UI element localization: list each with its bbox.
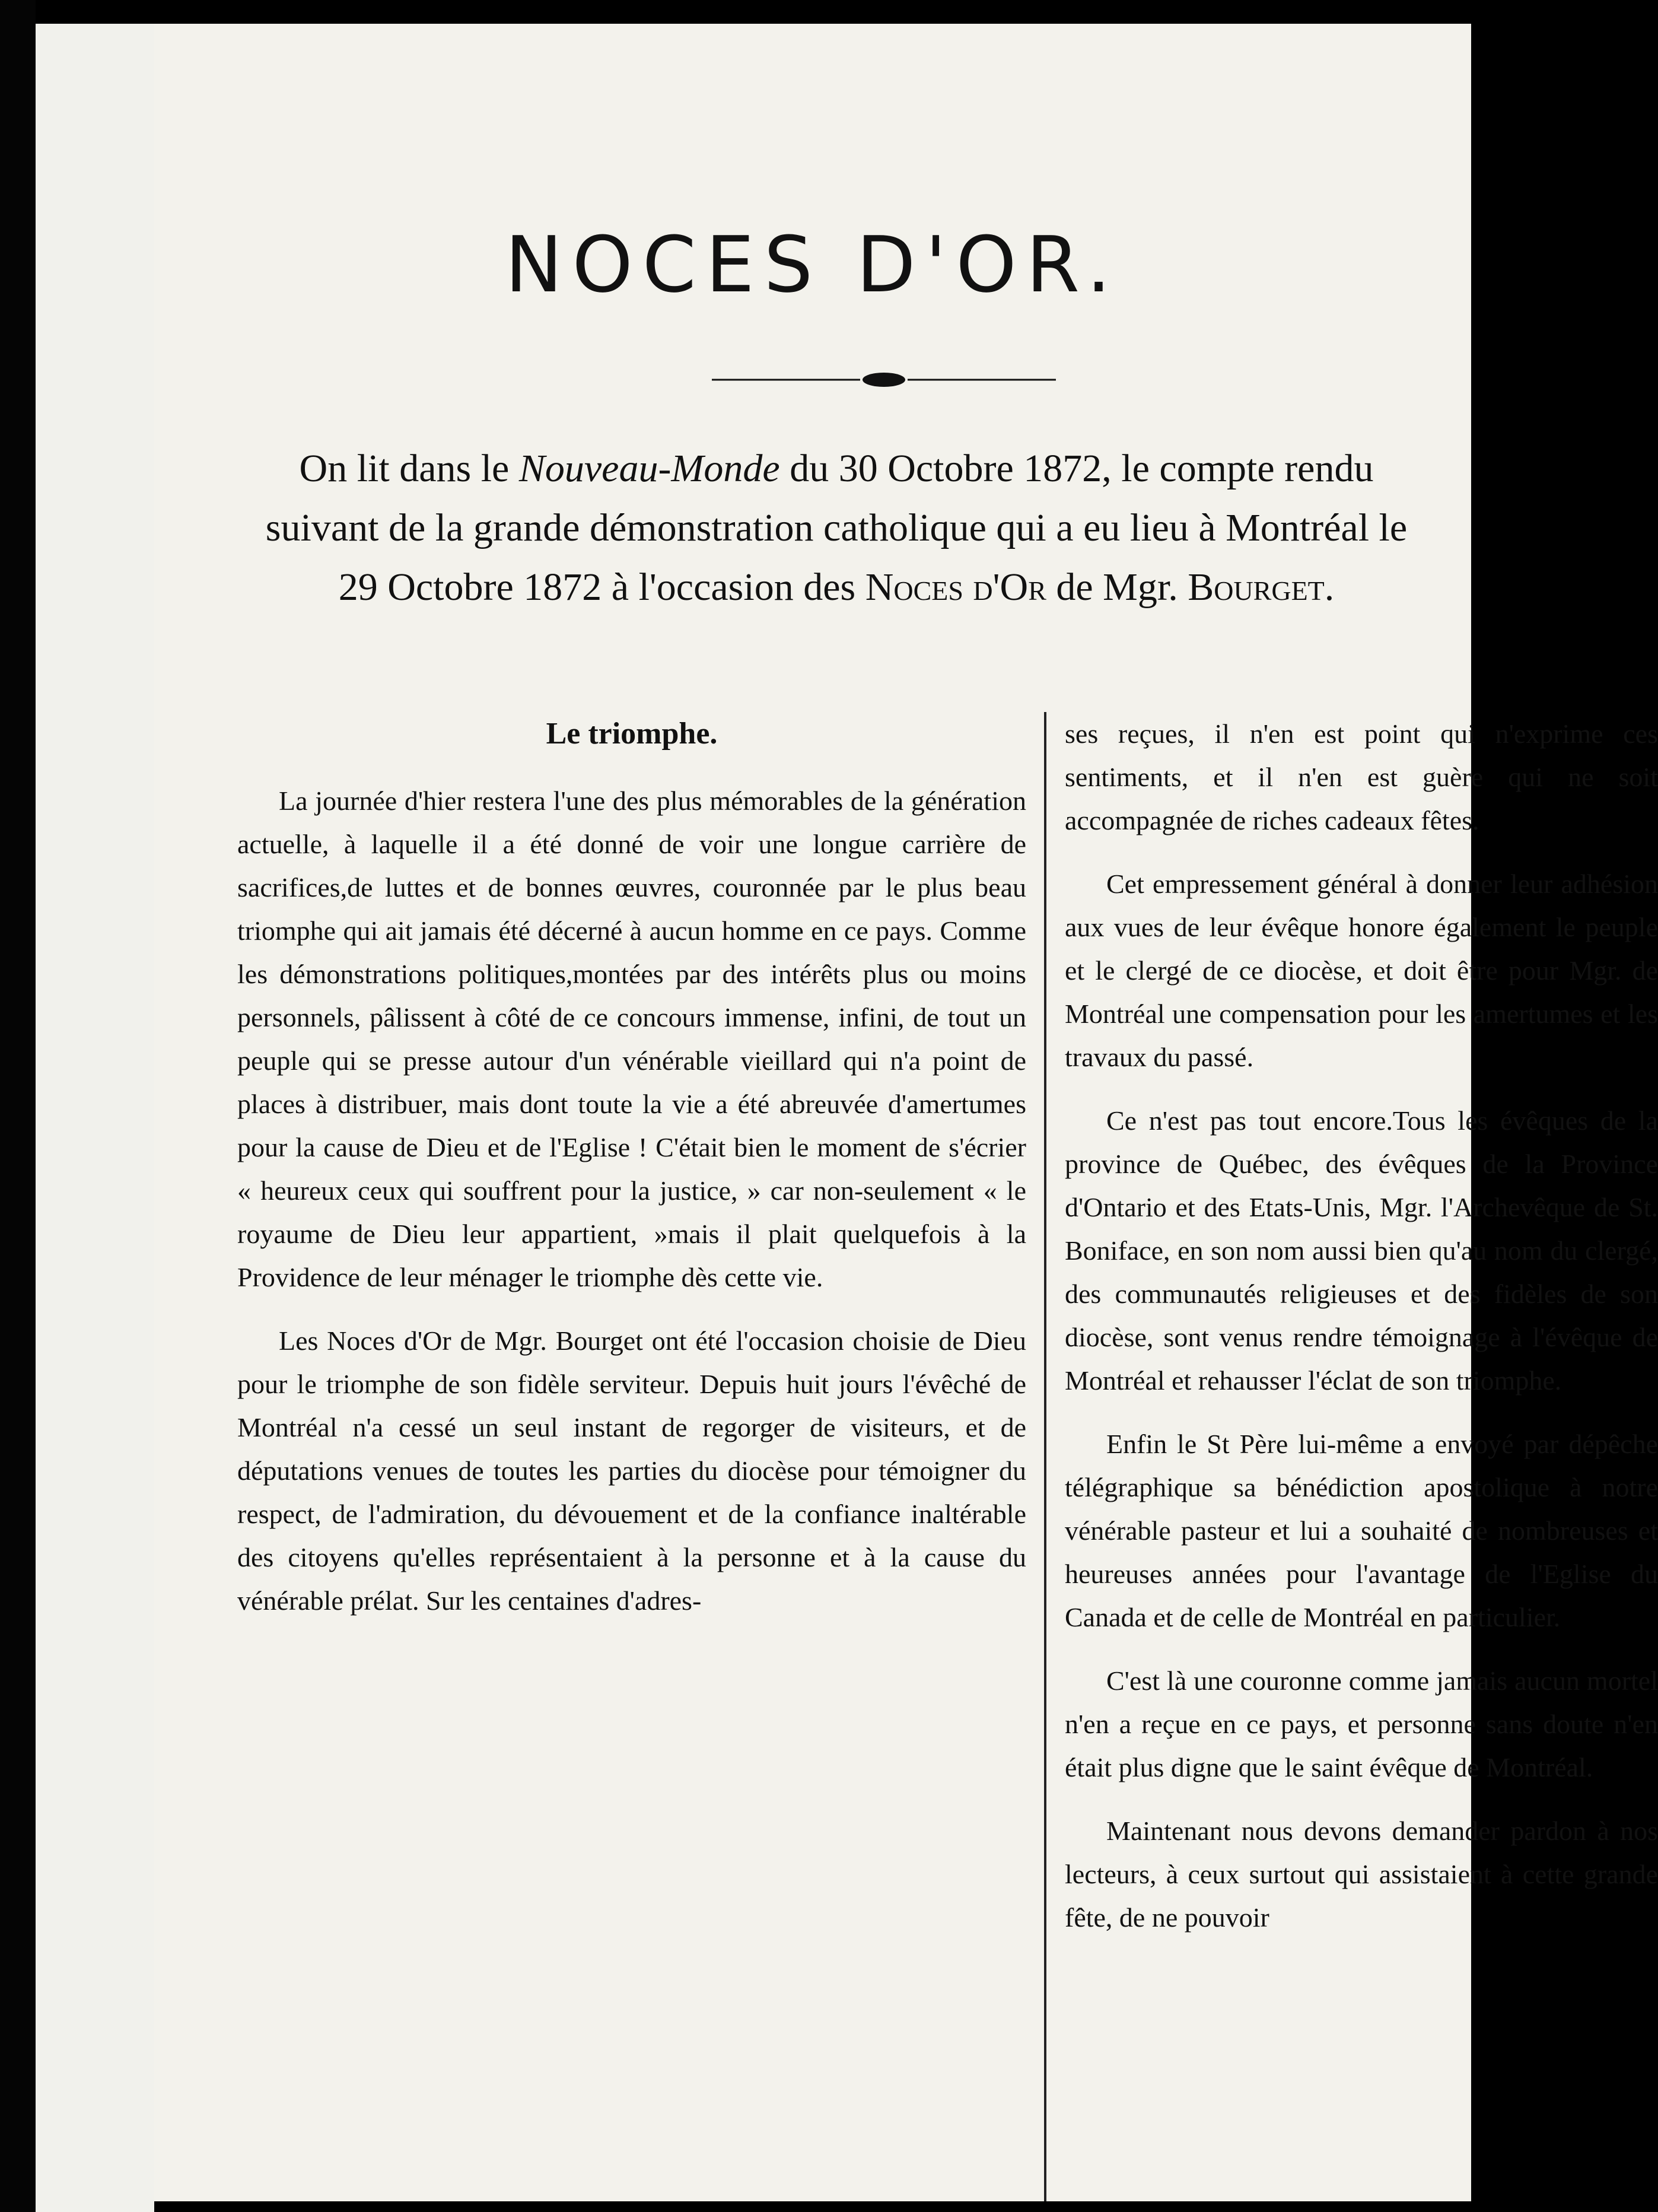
- right-paragraph: ses reçues, il n'en est point qui n'exprime ces sentiments, et il n'en est guère qui ne soit accompagnée de riches cadeaux fêtes.: [1065, 719, 1658, 835]
- right-column: [1065, 712, 1658, 1959]
- bishop-name: Bourget: [1188, 565, 1325, 609]
- newspaper-name: Nouveau-Monde: [518, 447, 780, 490]
- article-heading: Le triomphe.: [546, 717, 718, 751]
- left-column: [237, 712, 1026, 1642]
- right-paragraph: Ce n'est pas tout encore.Tous les évêques de la province de Québec, des évêques de la Province d'Ontario et des Etats-Unis, Mgr. l'Archevêque de St. Boniface, en son nom aussi bien qu'au nom du clergé, des communautés religieuses et des fidèles de son diocèse, sont venus rendre témoignage à l'évêque de Montréal et rehausser l'éclat de son triomphe.: [1065, 1105, 1658, 1396]
- scan-border: [0, 0, 36, 2212]
- right-paragraph: Maintenant nous devons demander pardon à nos lecteurs, à ceux surtout qui assistaient à cette grande fête, de ne pouvoir: [1065, 1816, 1658, 1933]
- right-paragraph: Cet empressement général à donner leur adhésion aux vues de leur évêque honore également le peuple et le clergé de ce diocèse, et doit être pour Mgr. de Montréal une compensation pour les amertumes et les travaux du passé.: [1065, 869, 1658, 1072]
- intro-end: .: [1324, 565, 1335, 609]
- left-paragraph: La journée d'hier restera l'une des plus mémorables de la génération actuelle, à laquelle il a été donné de voir une longue carrière de sacrifices,de luttes et de bonnes œuvres, couronnée par le plus beau triomphe qui ait jamais été décerné à aucun homme en ce pays. Comme les démonstrations politiques,montées par des intérêts plus ou moins personnels, pâlissent à côté de ce concours immense, infini, de tout un peuple qui se presse autour d'un vénérable vieillard qui n'a point de places à distribuer, mais dont toute la vie a été abreuvée d'amertumes pour la cause de Dieu et de l'Eglise ! C'était bien le moment de s'écrier « heureux ceux qui souffrent pour la justice, » car non-seulement « le royaume de Dieu leur appartient, »mais il plait quelquefois à la Providence de leur ménager le triomphe dès cette vie.: [237, 786, 1026, 1292]
- intro-text-1: On lit dans le: [299, 447, 519, 490]
- page-title: NOCES D'OR.: [505, 220, 1121, 310]
- column-divider: [1044, 712, 1046, 2201]
- document-page: [154, 24, 1658, 2201]
- right-paragraph: C'est là une couronne comme jamais aucun mortel n'en a reçue en ce pays, et personne sans doute n'en était plus digne que le saint évêque de Montréal.: [1065, 1666, 1658, 1782]
- adjacent-page-edge: [36, 24, 154, 2212]
- left-paragraph: Les Noces d'Or de Mgr. Bourget ont été l'occasion choisie de Dieu pour le triomphe de son fidèle serviteur. Depuis huit jours l'évêché de Montréal n'a cessé un seul instant de regorger de visiteurs, et de députations venues de toutes les parties du diocèse pour témoigner du respect, de l'admiration, du dévouement et de la confiance inaltérable des citoyens qu'elles représentaient à la personne et à la cause du vénérable prélat. Sur les centaines d'adres-: [237, 1326, 1026, 1616]
- intro-paragraph: [243, 439, 1430, 617]
- right-paragraph: Enfin le St Père lui-même a envoyé par dépêche télégraphique sa bénédiction apostolique à notre vénérable pasteur et lui a souhaité de nombreuses et heureuses années pour l'avantage de l'Eglise du Canada et de celle de Montréal en particulier.: [1065, 1429, 1658, 1632]
- intro-text-2: du 30 Octobre 1872, le compte rendu suivant de la grande démonstration catholique qui a eu lieu à Montréal le 29 Octobre 1872 à l'occasion des: [265, 447, 1408, 609]
- intro-text-3: de Mgr.: [1046, 565, 1188, 609]
- noces-dor-phrase: Noces d'Or: [865, 565, 1046, 609]
- title-ornament: [712, 368, 1056, 392]
